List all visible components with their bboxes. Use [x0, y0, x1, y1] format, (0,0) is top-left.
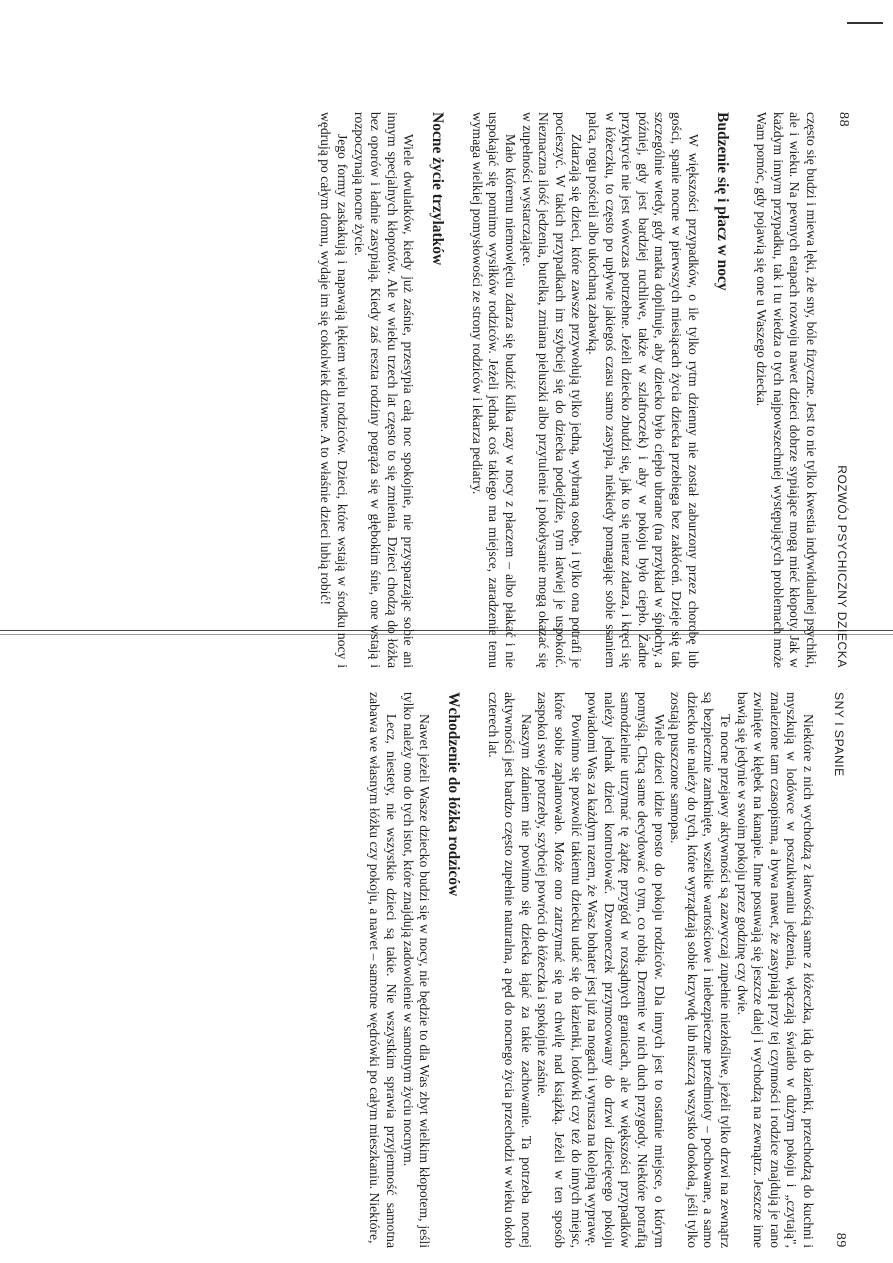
running-title: SNY I SPANIE	[832, 692, 846, 777]
page-number: 88	[836, 112, 851, 128]
paragraph: Niektóre z nich wychodzą z łatwością same z łóżeczka, idą do łazienki, przechodzą do kuchni i myszkują w lodówce w poszukiwaniu jedzenia, włączają światło w dużym pokoju i „czytają", znalezione tam czasopisma, a bywa nawet, że zasypiają przy tej czynności i rodzice znajdują je rano zwinięte w kłębek na kanapie. Inne posuwają się jeszcze dalej i wychodzą na zewnątrz. Jeszcze inne bawią się jedynie w swoim pokoju przez godzinę czy dwie.	[734, 692, 816, 1248]
page-88	[125, 112, 853, 668]
paragraph: Wiele dzieci idzie prosto do pokoju rodziców. Dla innych jest to ostatnie miejsce, o którym pomyślą. Chcą same decydować o tym, co robią. Drzemie w nich duch przygody. Niektóre potrafią samodzielnie utrzymać tę żądzę przygód w rozsądnych granicach, ale w większości przypadków należy jednak dzieci kontrolować. Dzwoneczek przymocowany do drzwi dziecięcego pokoju powiadomi Was za każdym razem, że Wasz bohater jest już na nogach i wyrusza na kolejną wyprawę.	[585, 692, 667, 1248]
paragraph: Lecz, niestety, nie wszystkie dzieci są takie. Nie wszystkim sprawia przyjemność samotna zabawa we własnym łóżku czy pokoju, a nawet – samotne wędrówki po całym mieszkaniu. Niektóre,	[367, 692, 399, 1248]
page-number: 89	[833, 1232, 848, 1248]
paragraph: Te nocne przejawy aktywności są zazwyczaj zupełnie niezłośliwe, jeżeli tylko drzwi na zewnątrz są bezpiecznie zamknięte, wszelkie wartościowe i niebezpieczne przedmioty – pochowane, a samo dziecko nie należy do tych, które wyrządzają sobie krzywdę lub niszczą wszystko dookoła, jeśli tylko zostają puszczone samopas.	[668, 692, 734, 1248]
paragraph: Nawet jeżeli Wasze dziecko budzi się w nocy, nie będzie to dla Was zbyt wielkim kłopotem, jeśli tylko należy ono do tych istot, które znajdują zadowolenie w samotnym życiu nocnym.	[400, 692, 433, 1248]
section-heading: Budzenie się i płacz w nocy	[713, 112, 731, 291]
paragraph: Jego formy zaskakują i napawają lękiem wielu rodziców. Dzieci, które wstają w środku nocy i wędrują po całym domu, wydaje im się cokolwiek dziwne. A to właśnie dzieci lubią robić!	[318, 112, 350, 668]
paragraph: Mało któremu niemowlęciu zdarza się budzić kilka razy w nocy z płaczem – albo płakać i nie uspokajać się pomimo wysiłków rodziców. Jeżeli jednak coś takiego ma miejsce, zaradzenie temu wymaga wielkiej pomysłowości ze strony rodziców i lekarza pediatry.	[469, 112, 519, 668]
section-heading: Nocne życie trzylatków	[429, 112, 447, 266]
paragraph: W większości przypadków, o ile tylko rytm dzienny nie został zaburzony przez chorobę lub gości, spanie nocne w pierwszych miesiącach życia dziecka przebiega bez zakłóceń. Dzieje się tak szczególnie wtedy, gdy matka dopilnuje, aby dziecko było ciepło ubrane (na przykład w śpiochy, a później, gdy jest bardziej ruchliwe, także w szlafroczek) i aby w pokoju było ciepło. Żadne przykrycie nie jest wówczas potrzebne. Jeżeli dziecko zbudzi się, jak to się nieraz zdarza, i kręci się w łóżeczku, to często po upływie jakiegoś czasu samo zasypia, niekiedy pomagając sobie ssaniem palca, rogu pościeli albo ukochaną zabawką.	[586, 112, 701, 668]
paragraph: Wiele dwulatków, kiedy już zaśnie, przesypia całą noc spokojnie, nie przysparzając sobie ani innym specjalnych kłopotów. Ale w wieku trzech lat często to się zmienia. Dzieci chodzą do łóżka bez oporów i ładnie zasypiają. Kiedy zaś reszta rodziny pogrąża się w głębokim śnie, one wstają i rozpoczynają nocne życie.	[351, 112, 417, 668]
section-heading: Wchodzenie do łóżka rodziców	[445, 692, 463, 897]
page-body	[317, 112, 819, 668]
paragraph: Zdarzają się dzieci, które zawsze przywołują tylko jedną, wybraną osobę, i tylko ona potrafi je pocieszyć. W takich przypadkach im szybciej się do dziecka podejdzie, tym łatwiej je uspokoić. Nieznaczna ilość jedzenia, butelka, zmiana pieluszki albo przytulenie i pokołysanie mogą okazać się w zupełności wystarczające.	[519, 112, 585, 668]
paragraph: Powinno się pozwolić takiemu dziecku udać się do łazienki, lodówki czy też do innych miejsc, które sobie zaplanowało. Może ono zatrzymać się na chwilę nad książką. Jeżeli w ten sposób zaspokoi swoje potrzeby, szybciej powróci do łóżeczka i spokojnie zaśnie.	[535, 692, 584, 1248]
running-title: ROZWÓJ PSYCHICZNY DZIECKA	[835, 465, 849, 668]
paragraph: często się budzi i miewa lęki, złe sny, bóle fizyczne. Jest to nie tylko kwestia indywidualnej psychiki, ale i wieku. Na pewnych etapach rozwoju nawet dzieci dobrze sypiające mogą mieć kłopoty. Jak w każdym innym przypadku, tak i tu wiedza o tych najpowszechniej występujących problemach może Wam pomóc, gdy pojawią się one u Waszego dziecka.	[754, 112, 819, 668]
running-head	[827, 112, 853, 668]
page-89	[274, 692, 850, 1248]
page-body	[366, 692, 816, 1248]
top-edge-rule	[847, 22, 883, 24]
running-head	[824, 692, 850, 1248]
paragraph: Naszym zdaniem nie powinno się dziecka łajać za takie zachowanie. Ta potrzeba nocnej aktywności jest bardzo często zupełnie naturalna, a pęd do nocnego życia przechodzi w wieku około czterech lat.	[485, 692, 534, 1248]
